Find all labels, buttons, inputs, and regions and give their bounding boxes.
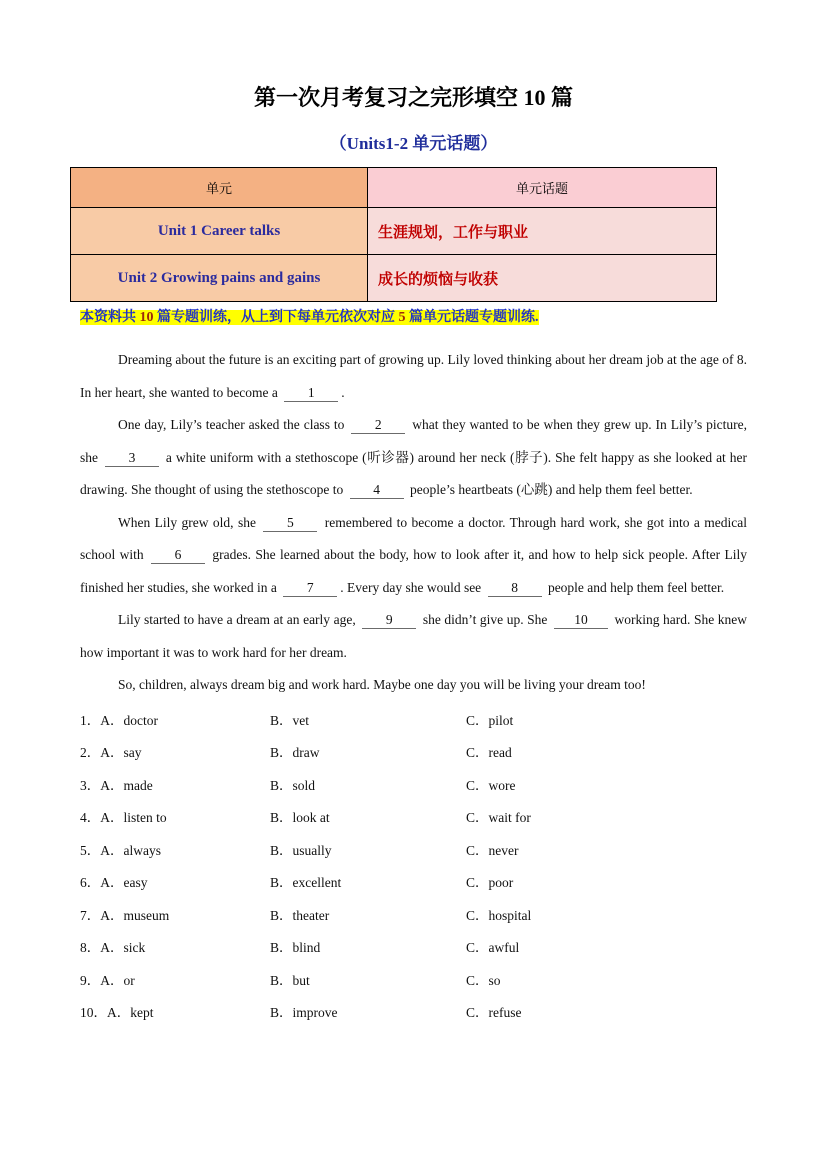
unit-column-header: 单元 (71, 168, 368, 208)
unit-table-row (71, 255, 717, 302)
passage-paragraph: When Lily grew old, she 5 remembered to become a doctor. Through hard work, she got into a medical school with 6 grades. She learned about the body, how to look after it, and how to help sick people. After Lily finished her studies, she worked in a 7 . Every day she would see 8 people and help them feel better. (80, 514, 748, 595)
notice-line (80, 307, 827, 329)
question-row-3 (80, 770, 747, 803)
option-8a: 8．A．sick (80, 940, 146, 955)
blank-6: 6 (151, 547, 205, 564)
question-row-8 (80, 932, 747, 965)
option-6a: 6．A．easy (80, 875, 148, 890)
unit-cell: Unit 2 Growing pains and gains (71, 255, 368, 302)
option-7c: C．hospital (466, 907, 532, 923)
option-5b: B．usually (270, 842, 332, 858)
notice-segment: 篇单元话题专题训练. (405, 310, 539, 325)
option-4b: B．look at (270, 810, 330, 825)
topic-column-header: 单元话题 (368, 168, 717, 208)
topic-cell: 生涯规划，工作与职业 (368, 208, 717, 255)
unit-table-row (71, 208, 717, 255)
question-row-7 (80, 900, 747, 933)
page-subtitle: （Units1-2 单元话题） (329, 134, 498, 153)
question-row-5 (80, 835, 747, 868)
option-7a: 7．A．museum (80, 907, 170, 923)
option-9a: 9．A．or (80, 972, 135, 988)
option-3b: B．sold (270, 777, 316, 793)
blank-2: 2 (351, 417, 405, 434)
passage-paragraph: One day, Lily’s teacher asked the class to 2 what they wanted to be when they grew up. In Lily’s picture, she 3 a white uniform with a stethoscope (听诊器) around her neck (脖子). She felt happy as she looked at her drawing. She thought of using the stethoscope to 4 people’s heartbeats (心跳) and help them feel better. (80, 417, 748, 497)
notice-segment: 篇专题训练，从上到下每单元依次对应 (153, 310, 399, 325)
blank-1: 1 (284, 385, 338, 402)
option-2b: B．draw (270, 745, 320, 760)
option-1b: B．vet (270, 712, 309, 728)
option-6b: B．excellent (270, 875, 342, 890)
question-row-6 (80, 867, 747, 900)
option-8c: C．awful (466, 940, 520, 955)
option-4a: 4．A．listen to (80, 810, 167, 825)
option-1a: 1．A．doctor (80, 712, 158, 728)
option-4c: C．wait for (466, 810, 531, 825)
notice-segment: 5 (398, 310, 406, 325)
notice-segment: 本资料共 (80, 310, 140, 325)
question-row-4 (80, 802, 747, 835)
question-row-10 (80, 997, 747, 1030)
option-2c: C．read (466, 745, 512, 760)
unit-table-header-row (71, 168, 717, 208)
question-row-2 (80, 737, 747, 770)
option-10c: C．refuse (466, 1005, 522, 1020)
option-9b: B．but (270, 972, 310, 988)
options-list (80, 705, 747, 1030)
option-5a: 5．A．always (80, 842, 161, 858)
notice-segment: 10 (139, 310, 154, 325)
passage (80, 344, 747, 702)
blank-4: 4 (350, 482, 404, 499)
option-9c: C．so (466, 972, 501, 988)
option-2a: 2．A．say (80, 745, 142, 760)
passage-paragraph: Lily started to have a dream at an early age, 9 she didn’t give up. She 10 working hard. She knew how important it was to work hard for her dream. (80, 612, 747, 660)
passage-paragraph: Dreaming about the future is an exciting part of growing up. Lily loved thinking about her dream job at the age of 8. In her heart, she wanted to become a 1 . (80, 352, 747, 400)
question-row-1 (80, 705, 747, 738)
blank-9: 9 (362, 612, 416, 629)
option-6c: C．poor (466, 875, 514, 890)
option-10a: 10．A．kept (80, 1005, 154, 1020)
option-8b: B．blind (270, 940, 321, 955)
question-row-9 (80, 965, 747, 998)
unit-table (70, 167, 717, 302)
option-7b: B．theater (270, 907, 330, 923)
topic-cell: 成长的烦恼与收获 (368, 255, 717, 302)
blank-8: 8 (488, 580, 542, 597)
passage-paragraph: So, children, always dream big and work hard. Maybe one day you will be living your dream too! (118, 677, 646, 692)
option-3a: 3．A．made (80, 777, 153, 793)
unit-table-body (71, 208, 717, 302)
unit-cell: Unit 1 Career talks (71, 208, 368, 255)
page-title: 第一次月考复习之完形填空 10 篇 (253, 85, 573, 110)
blank-10: 10 (554, 612, 608, 629)
option-3c: C．wore (466, 777, 516, 793)
option-10b: B．improve (270, 1005, 338, 1020)
unit-table-head (71, 168, 717, 208)
blank-5: 5 (263, 515, 317, 532)
blank-3: 3 (105, 450, 159, 467)
option-1c: C．pilot (466, 712, 514, 728)
option-5c: C．never (466, 842, 519, 858)
blank-7: 7 (283, 580, 337, 597)
